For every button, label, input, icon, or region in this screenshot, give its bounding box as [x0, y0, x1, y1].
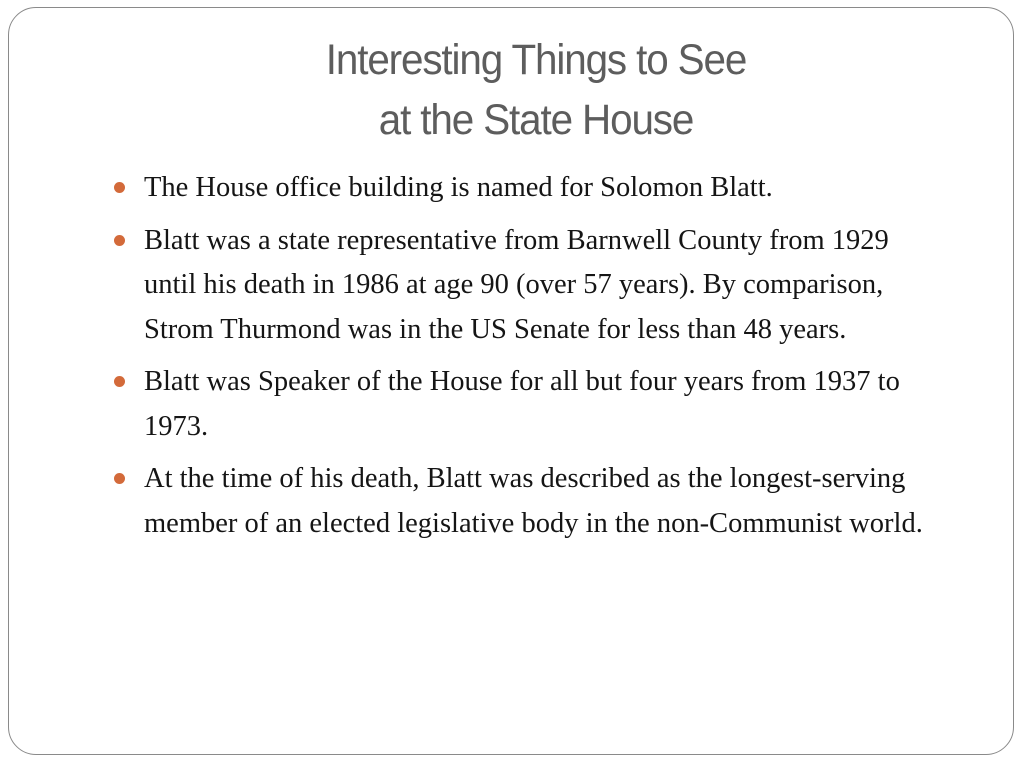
bullet-text: Blatt was a state representative from Barnwell County from 1929 until his death in 1986 at age 90 (over 57 years). By comparison, Strom Thurmond was in the US Senate for less than 48 years.: [144, 224, 889, 345]
slide-title-line-1: Interesting Things to See: [325, 36, 747, 84]
bullet-text: At the time of his death, Blatt was described as the longest-serving member of an elected legislative body in the non-Communist world.: [144, 463, 923, 539]
slide-title-line-2: at the State House: [378, 96, 694, 144]
bullet-icon: [114, 182, 125, 193]
list-item: [114, 360, 934, 449]
bullet-icon: [114, 235, 125, 246]
slide-title: [32, 30, 1024, 150]
bullet-icon: [114, 376, 125, 387]
list-item: [114, 166, 934, 211]
list-item: [114, 219, 934, 353]
list-item: [114, 457, 934, 546]
bullet-text: The House office building is named for Solomon Blatt.: [144, 172, 773, 203]
bullet-text: Blatt was Speaker of the House for all but four years from 1937 to 1973.: [144, 366, 900, 442]
bullet-list: [114, 166, 934, 554]
bullet-icon: [114, 473, 125, 484]
